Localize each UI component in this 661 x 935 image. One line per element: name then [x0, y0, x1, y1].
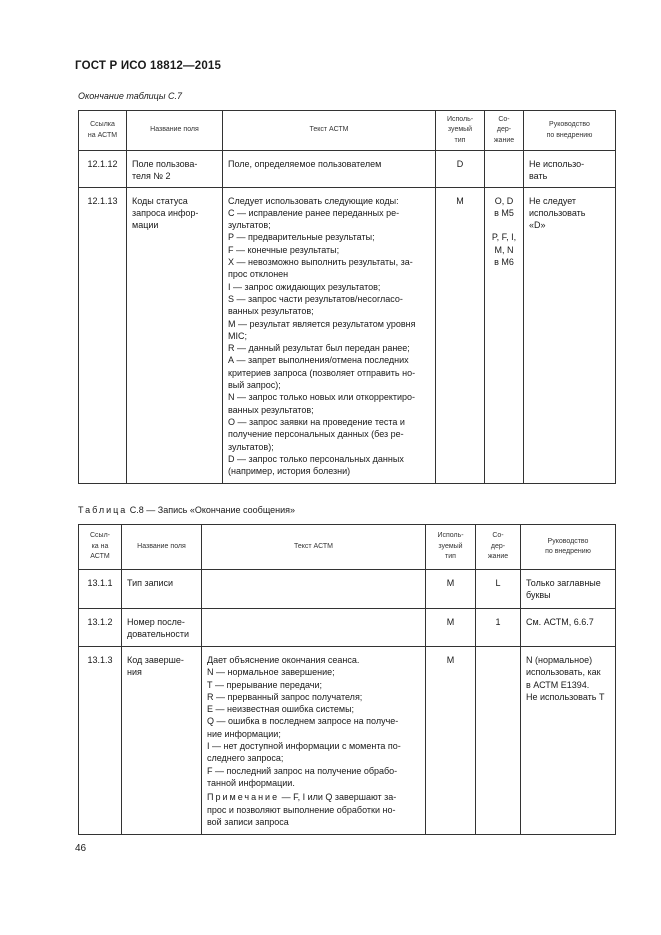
text-line: Руководство [549, 121, 590, 128]
text-line: вать [529, 171, 548, 182]
text-line: (например, история болезни) [228, 466, 351, 477]
text-line: Т — прерывание передачи; [207, 679, 323, 690]
text-line: в М5 [494, 207, 514, 218]
document-header: ГОСТ Р ИСО 18812—2015 [75, 60, 222, 72]
table2-caption-title: С.8 — Запись «Окончание сообщения» [127, 505, 296, 515]
cell-ref: 13.1.3 [79, 647, 122, 835]
table1-caption: Окончание таблицы С.7 [78, 91, 182, 101]
cell-content [476, 647, 521, 835]
text-line: вый запрос); [228, 380, 281, 391]
termination-codes-text [207, 654, 419, 789]
text-line: N (нормальное) [526, 655, 593, 665]
text-line: А — запрет выполнения/отмена последних [228, 355, 409, 366]
text-line: I — запрос ожидающих результатов; [228, 281, 381, 292]
cell-content [476, 609, 521, 647]
text-line: О — запрос заявки на проведение теста и [228, 416, 405, 427]
text-line: Исполь- [446, 115, 474, 123]
text-line: тип [445, 553, 456, 561]
text-line: Руководство [547, 537, 589, 545]
cell-content [485, 151, 524, 188]
cell-type: M [426, 609, 476, 647]
text-line: N — запрос только новых или откорректиро- [228, 392, 416, 403]
header-guide [521, 525, 616, 570]
cell-type: D [436, 151, 485, 188]
text-line: АСТМ [90, 553, 110, 561]
text-line: Р — предварительные результаты; [228, 232, 375, 243]
cell-ref: 13.1.1 [79, 570, 122, 609]
header-field-name: Название поля [127, 111, 223, 151]
text-line: следнего запроса; [207, 753, 284, 764]
text-line: М — результат является результатом уровня [228, 318, 416, 329]
text-line: Не использовать Т [526, 691, 605, 702]
cell-astm-text [202, 570, 426, 609]
text-line: Со- [492, 532, 504, 540]
text-line: «D» [529, 220, 546, 231]
text-line: I — нет доступной информации с момента по- [207, 741, 401, 752]
text-line: Номер после- [127, 617, 185, 627]
text-line: Е — неизвестная ошибка системы; [207, 704, 355, 715]
note-text-line: вой записи запроса [207, 816, 289, 827]
cell-type: M [426, 647, 476, 835]
text-line: Код заверше- [127, 655, 184, 665]
text-line: Дает объяснение окончания сеанса. [207, 655, 360, 665]
text-line: использовать [529, 207, 586, 218]
text-line: дер- [496, 126, 512, 134]
cell-guide [521, 647, 616, 835]
text-line: Исполь- [437, 532, 464, 540]
header-content [476, 525, 521, 570]
text-line: Не следует [529, 195, 577, 206]
text-line: жание [487, 553, 509, 561]
cell-content [485, 187, 524, 483]
cell-field-name [127, 187, 223, 483]
text-line: Поле пользова- [132, 159, 198, 169]
text-line: R — данный результат был передан ранее; [228, 343, 410, 354]
note-label: Примечание [207, 792, 280, 803]
header-astm-text: Текст АСТМ [202, 525, 426, 570]
cell-content [476, 570, 521, 609]
text-line: на АСТМ [87, 131, 118, 139]
text-line: ванных результатов; [228, 404, 314, 415]
header-type [426, 525, 476, 570]
text-line: F — последний запрос на получение обрабо- [207, 765, 398, 776]
cell-ref: 12.1.12 [79, 151, 127, 188]
text-line: ния [127, 667, 142, 678]
text-line: по внедрению [546, 131, 593, 139]
cell-guide [521, 570, 616, 609]
text-line: зультатов); [228, 441, 274, 452]
cell-field-name [122, 570, 202, 609]
text-line: дер- [490, 542, 506, 550]
table-row [79, 609, 616, 647]
cell-field-name [127, 151, 223, 188]
text-line: L [495, 578, 501, 588]
table-row [79, 151, 616, 188]
header-ref [79, 111, 127, 151]
text-line: См. АСТМ, 6.6.7 [526, 617, 594, 627]
text-line: Только заглавные [526, 578, 601, 588]
text-line: запроса инфор- [132, 207, 199, 218]
text-line: Q — ошибка в последнем запросе на получе- [207, 716, 399, 727]
text-line: Тип записи [127, 578, 174, 588]
cell-guide [521, 609, 616, 647]
text-line: Коды статуса [132, 195, 188, 206]
text-line: танной информации. [207, 777, 295, 788]
text-line: ние информации; [207, 728, 281, 739]
cell-guide [524, 151, 616, 188]
text-line: получение персональных данных (без ре- [228, 429, 404, 440]
text-line: R — прерванный запрос получателя; [207, 691, 363, 702]
table-row [79, 647, 616, 835]
text-line: Ссыл- [89, 532, 110, 540]
text-line: M, N [494, 244, 514, 255]
table-row [79, 570, 616, 609]
note-text-line: прос и позволяют выполнение обработки но- [207, 804, 396, 815]
cell-field-name [122, 647, 202, 835]
text-line: Х — невозможно выполнить результаты, за- [228, 257, 413, 268]
cell-type: M [426, 570, 476, 609]
text-line: ванных результатов; [228, 306, 314, 317]
text-line [485, 219, 523, 231]
header-field-name: Название поля [122, 525, 202, 570]
text-line: тип [454, 136, 466, 144]
text-line: буквы [526, 590, 551, 601]
header-guide [524, 111, 616, 151]
cell-astm-text [202, 647, 426, 835]
cell-astm-text [223, 151, 436, 188]
text-line: ка на [91, 542, 109, 550]
cell-ref: 13.1.2 [79, 609, 122, 647]
text-line: использовать, как [526, 667, 601, 678]
note [207, 791, 419, 828]
text-line: теля № 2 [132, 171, 171, 182]
table-c8 [78, 524, 616, 835]
text-line: P, F, I, [491, 232, 517, 243]
text-line: Не использо- [529, 159, 585, 169]
text-line: С — исправление ранее переданных ре- [228, 207, 400, 218]
cell-ref: 12.1.13 [79, 187, 127, 483]
text-line: зуемый [438, 542, 463, 550]
text-line: N — нормальное завершение; [207, 667, 335, 678]
table-c7-end [78, 110, 616, 484]
page-number: 46 [75, 843, 87, 854]
cell-guide [524, 187, 616, 483]
cell-field-name [122, 609, 202, 647]
text-line: по внедрению [545, 548, 591, 555]
text-line: прос отклонен [228, 269, 289, 280]
header-astm-text: Текст АСТМ [223, 111, 436, 151]
text-line: довательности [127, 629, 190, 640]
text-line: 1 [495, 617, 501, 627]
text-line: в М6 [494, 257, 514, 268]
text-line: мации [132, 220, 159, 231]
text-line: Со- [498, 115, 510, 123]
text-line: MIC; [228, 330, 247, 341]
text-line: жание [493, 136, 515, 144]
table2-caption [78, 505, 295, 515]
text-line: D — запрос только персональных данных [228, 453, 404, 464]
text-line: в АСТМ Е1394. [526, 679, 590, 690]
cell-astm-text [223, 187, 436, 483]
text-line: O, D [494, 195, 514, 206]
text-line: Следует использовать следующие коды: [228, 195, 399, 206]
text-line: зуемый [447, 126, 473, 134]
cell-astm-text [202, 609, 426, 647]
text-line: Ссылка [90, 121, 115, 128]
text-line: F — конечные результаты; [228, 244, 340, 255]
table-row [79, 187, 616, 483]
header-type [436, 111, 485, 151]
text-line: критериев запроса (позволяет отправить но- [228, 367, 416, 378]
text-line: зультатов; [228, 220, 271, 231]
note-text-first-line: — F, I или Q завершают за- [279, 792, 397, 803]
header-content [485, 111, 524, 151]
cell-type: M [436, 187, 485, 483]
text-line: S — запрос части результатов/несогласо- [228, 293, 403, 304]
text-line: Поле, определяемое пользователем [228, 159, 382, 169]
table2-caption-prefix: Таблица [78, 505, 128, 515]
header-ref [79, 525, 122, 570]
